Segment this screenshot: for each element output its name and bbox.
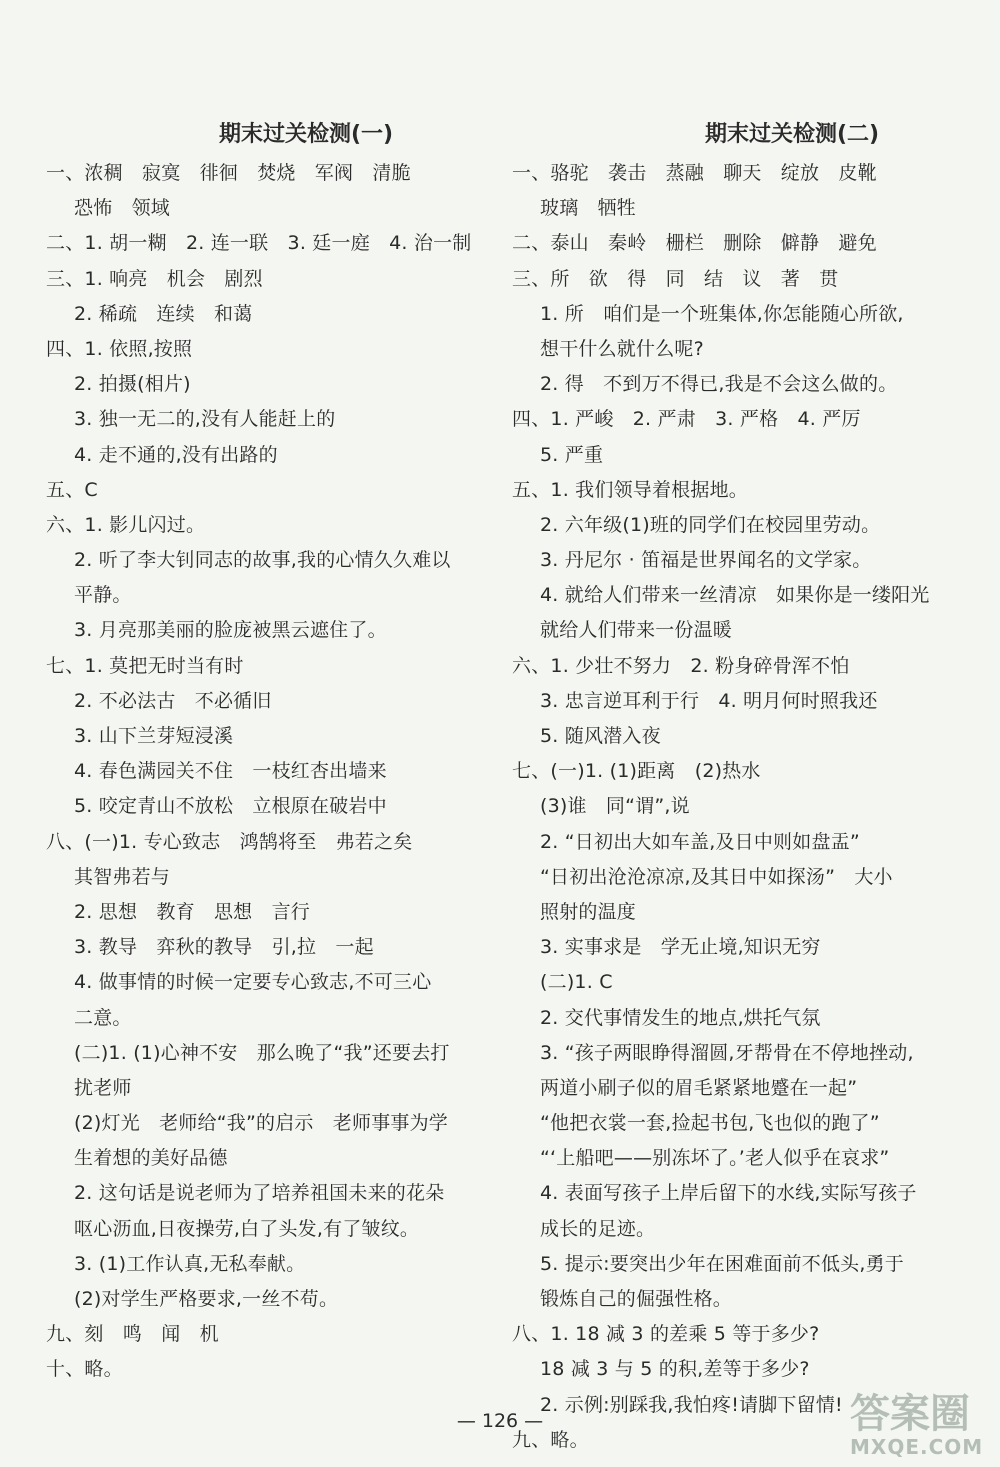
answer-line: 玻璃 牺牲 — [540, 197, 637, 220]
answer-line: 二、泰山 秦岭 栅栏 删除 僻静 避免 — [512, 232, 877, 255]
answer-line: 2. 示例:别踩我,我怕疼!请脚下留情! — [540, 1393, 843, 1416]
answer-line: 四、1. 严峻 2. 严肃 3. 严格 4. 严厉 — [512, 408, 861, 431]
answer-line: 七、(一)1. (1)距离 (2)热水 — [512, 760, 761, 783]
answer-line: 锻炼自己的倔强性格。 — [540, 1288, 733, 1310]
answer-line: 六、1. 少壮不努力 2. 粉身碎骨浑不怕 — [512, 654, 850, 677]
answer-line: (3)谁 同“谓”,说 — [540, 795, 690, 818]
answer-line: 两道小刷子似的眉毛紧紧地蹙在一起” — [540, 1076, 858, 1099]
answer-line: 3. 丹尼尔 · 笛福是世界闻名的文学家。 — [540, 549, 872, 572]
right-title: 期末过关检测(二) — [704, 122, 880, 147]
answer-line: 一、浓稠 寂寞 徘徊 焚烧 军阀 清脆 — [46, 162, 411, 184]
answer-line: 2. 不必法古 不必循旧 — [74, 689, 272, 712]
answer-line: 六、1. 影儿闪过。 — [46, 513, 206, 536]
answer-line: 五、1. 我们领导着根据地。 — [512, 478, 748, 501]
answer-line: 二意。 — [74, 1006, 132, 1029]
answer-line: (二)1. C — [540, 971, 613, 994]
answer-line: 一、骆驼 袭击 蒸融 聊天 绽放 皮靴 — [512, 162, 877, 184]
answer-line: 2. 听了李大钊同志的故事,我的心情久久难以 — [74, 549, 451, 572]
answer-line: 成长的足迹。 — [540, 1217, 656, 1240]
answer-line: 3. (1)工作认真,无私奉献。 — [74, 1252, 306, 1275]
answer-line: 3. 实事求是 学无止境,知识无穷 — [540, 936, 821, 959]
answer-line: 八、1. 18 减 3 的差乘 5 等于多少? — [512, 1323, 820, 1346]
answer-line: 5. 咬定青山不放松 立根原在破岩中 — [74, 795, 387, 818]
answer-line: 恐怖 领域 — [74, 197, 171, 220]
answer-line: 18 减 3 与 5 的积,差等于多少? — [540, 1358, 810, 1381]
answer-line: 5. 严重 — [540, 443, 604, 466]
answer-line: 3. 月亮那美丽的脸庞被黑云遮住了。 — [74, 619, 387, 642]
answer-line: 其智弗若与 — [74, 865, 171, 888]
answer-line: 2. 得 不到万不得已,我是不会这么做的。 — [540, 373, 898, 396]
left-column — [46, 118, 486, 1388]
answer-line: 2. 稀疏 连续 和蔼 — [74, 302, 253, 325]
answer-line: 1. 所 咱们是一个班集体,你怎能随心所欲, — [540, 302, 904, 325]
answer-line: 九、略。 — [512, 1428, 589, 1451]
answer-line: “日初出沧沧凉凉,及其日中如探汤” 大小 — [540, 865, 893, 888]
answer-line: 就给人们带来一份温暖 — [540, 619, 733, 642]
answer-line: 2. 拍摄(相片) — [74, 373, 191, 396]
watermark-url: MXQE.COM — [850, 1435, 984, 1459]
answer-line: 四、1. 依照,按照 — [46, 337, 193, 360]
answer-line: “‘上船吧——别冻坏了。’老人似乎在哀求” — [540, 1147, 890, 1170]
answer-line: 2. 六年级(1)班的同学们在校园里劳动。 — [540, 513, 881, 536]
left-answer-list — [46, 156, 486, 1388]
watermark-text: 答案圈 — [850, 1391, 970, 1437]
answer-line: 七、1. 莫把无时当有时 — [46, 654, 244, 677]
answer-line: 呕心沥血,日夜操劳,白了头发,有了皱纹。 — [74, 1217, 420, 1240]
answer-line: “他把衣裳一套,捡起书包,飞也似的跑了” — [540, 1112, 880, 1135]
page-number: — 126 — — [456, 1410, 544, 1432]
answer-line: 4. 走不通的,没有出路的 — [74, 443, 278, 466]
answer-line: (2)灯光 老师给“我”的启示 老师事事为学 — [74, 1112, 449, 1135]
answer-line: 八、(一)1. 专心致志 鸿鹄将至 弗若之矣 — [46, 830, 413, 853]
left-title: 期末过关检测(一) — [218, 122, 394, 147]
answer-line: 十、略。 — [46, 1358, 123, 1381]
answer-line: 4. 做事情的时候一定要专心致志,不可三心 — [74, 971, 432, 994]
answer-line: 3. 独一无二的,没有人能赶上的 — [74, 408, 336, 431]
answer-line: 想干什么就什么呢? — [540, 337, 704, 360]
answer-line: 照射的温度 — [540, 900, 637, 923]
answer-line: 3. 山下兰芽短浸溪 — [74, 725, 234, 747]
answer-line: 生着想的美好品德 — [74, 1147, 228, 1170]
answer-line: 九、刻 鸣 闻 机 — [46, 1323, 219, 1346]
answer-line: 平静。 — [74, 584, 132, 607]
answer-line: 4. 春色满园关不住 一枝红杏出墙来 — [74, 760, 387, 783]
answer-line: 2. “日初出大如车盖,及日中则如盘盂” — [540, 830, 860, 853]
answer-line: 3. “孩子两眼睁得溜圆,牙帮骨在不停地挫动, — [540, 1041, 914, 1064]
answer-line: (二)1. (1)心神不安 那么晚了“我”还要去打 — [74, 1041, 450, 1064]
answer-line: 5. 提示:要突出少年在困难面前不低头,勇于 — [540, 1252, 905, 1275]
answer-line: 2. 思想 教育 思想 言行 — [74, 900, 310, 923]
answer-line: 3. 教导 弈秋的教导 引,拉 一起 — [74, 936, 374, 959]
answer-line: 五、C — [46, 478, 98, 501]
answer-line: 4. 就给人们带来一丝清凉 如果你是一缕阳光 — [540, 584, 930, 607]
answer-line: (2)对学生严格要求,一丝不苟。 — [74, 1288, 339, 1310]
answer-line: 2. 交代事情发生的地点,烘托气氛 — [540, 1006, 821, 1029]
answer-line: 2. 这句话是说老师为了培养祖国未来的花朵 — [74, 1182, 445, 1205]
answer-line: 4. 表面写孩子上岸后留下的水线,实际写孩子 — [540, 1182, 917, 1205]
right-answer-list — [512, 156, 972, 1458]
answer-line: 三、1. 响亮 机会 剧烈 — [46, 267, 263, 290]
answer-line: 二、1. 胡一糊 2. 连一联 3. 廷一庭 4. 治一制 — [46, 232, 472, 255]
answer-line: 3. 忠言逆耳利于行 4. 明月何时照我还 — [540, 689, 878, 712]
answer-line: 扰老师 — [74, 1076, 132, 1099]
answer-line: 三、所 欲 得 同 结 议 著 贯 — [512, 267, 839, 290]
right-column — [512, 118, 972, 1458]
watermark-logo — [850, 1392, 995, 1462]
answer-line: 5. 随风潜入夜 — [540, 725, 661, 747]
